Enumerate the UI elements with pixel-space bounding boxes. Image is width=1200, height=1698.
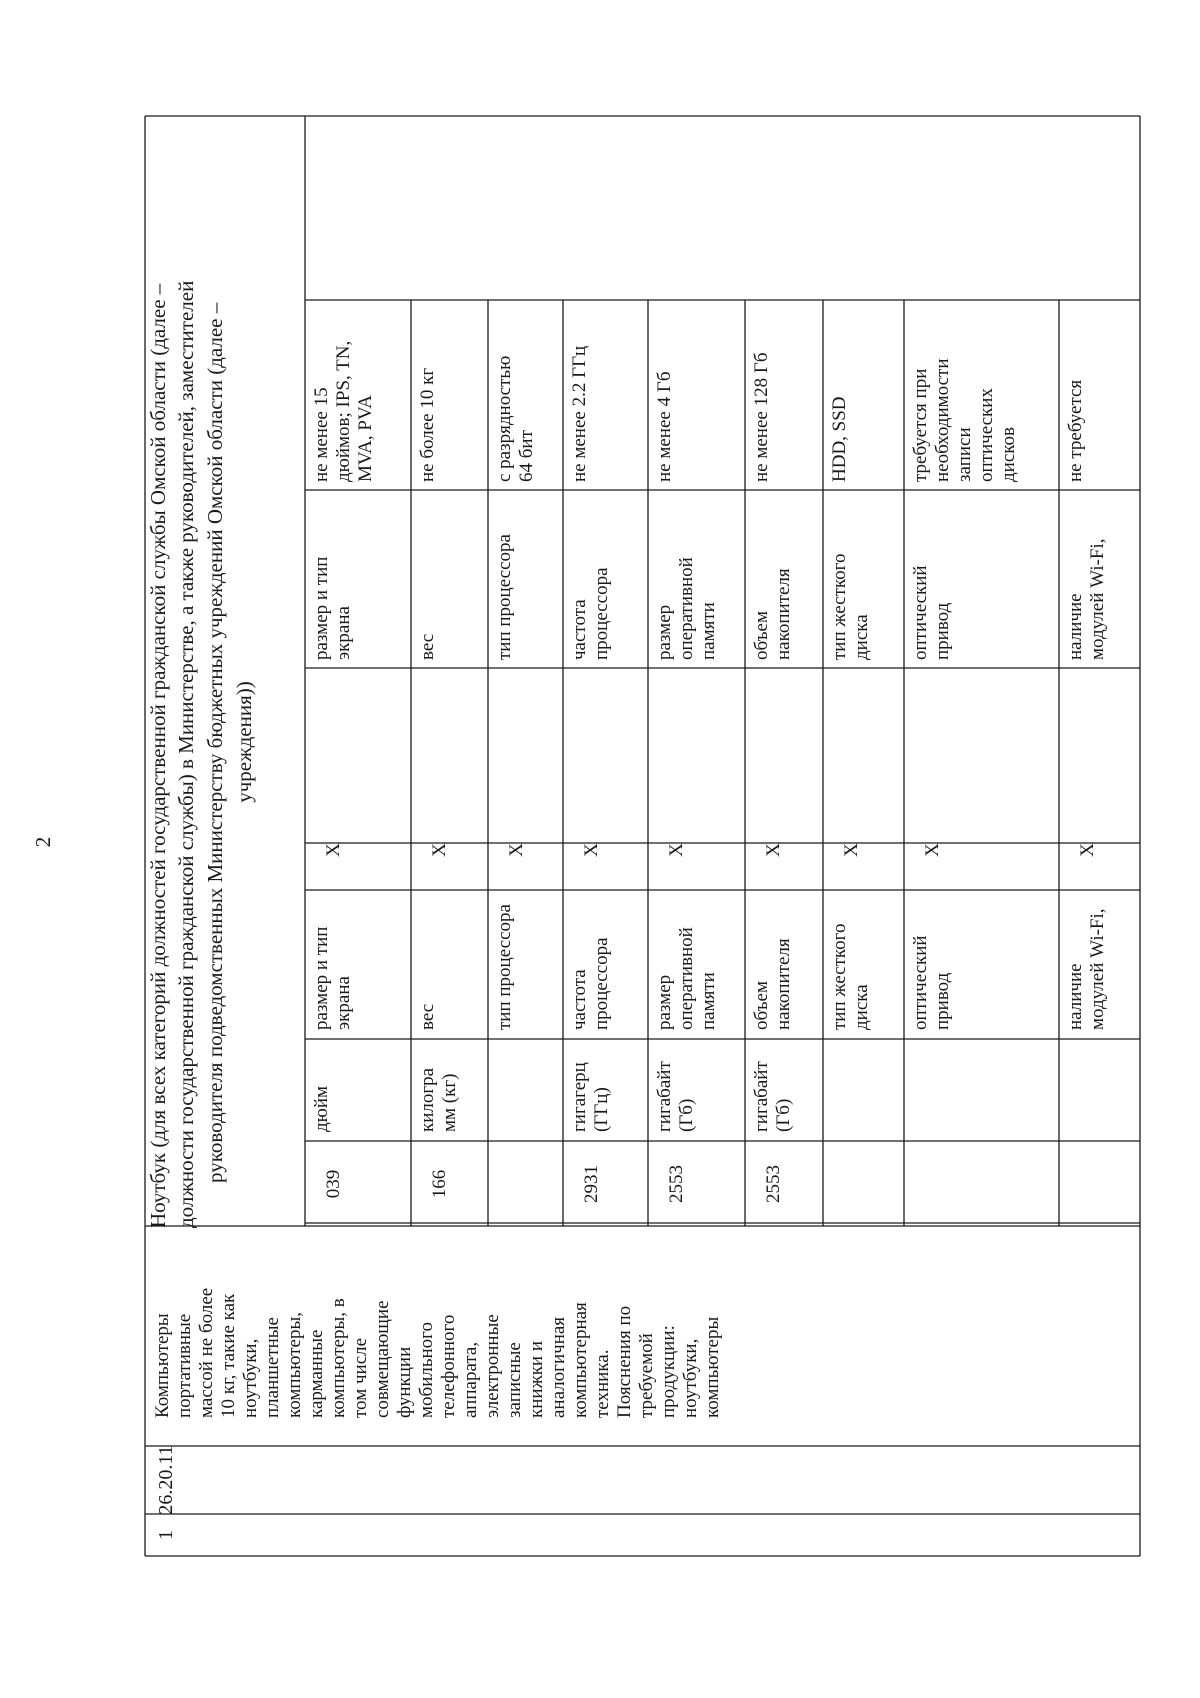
characteristic-name-cell: вес xyxy=(417,633,438,660)
product-name-line: компьютеры, xyxy=(284,1312,305,1418)
unit-cell: гигабайт xyxy=(751,1061,772,1132)
table-row xyxy=(1065,380,1108,1030)
characteristic-value-cell: необходимости xyxy=(932,358,953,482)
product-name-line: ноутбуки, xyxy=(240,1338,261,1418)
characteristic-name-cell: наличие xyxy=(1065,593,1086,660)
category-header-line: руководителя подведомственных Министерству бюджетных учреждений Омской области (далее – xyxy=(203,302,227,1183)
characteristic-name-cell: оптический xyxy=(910,935,931,1030)
characteristic-name-cell: частота xyxy=(569,969,590,1030)
unit-cell: (ГГц) xyxy=(591,1087,612,1132)
characteristic-name-cell: тип процессора xyxy=(494,534,515,660)
characteristic-name-cell: оптический xyxy=(910,565,931,660)
product-name-line: совмещающие xyxy=(372,1300,393,1418)
characteristic-value-cell: оптических xyxy=(976,388,997,482)
characteristic-name-cell: процессора xyxy=(591,937,612,1030)
characteristic-name-cell: наличие xyxy=(1065,963,1086,1030)
okei-code-cell: 039 xyxy=(323,1169,344,1199)
product-name-line: аналогичная xyxy=(548,1316,569,1418)
product-name-line: компьютеры xyxy=(702,1316,723,1418)
characteristic-name-cell: процессора xyxy=(591,567,612,660)
characteristic-name-cell: привод xyxy=(932,602,953,660)
characteristic-name-cell: оперативной xyxy=(676,927,697,1030)
characteristic-name-cell: объем xyxy=(751,611,772,660)
characteristic-name-cell: размер xyxy=(654,974,675,1030)
unit-cell: килогра xyxy=(417,1067,438,1132)
product-name-line: компьютеры, в xyxy=(328,1298,349,1418)
table-row xyxy=(751,353,794,1204)
characteristic-name-cell: привод xyxy=(932,972,953,1030)
table-row xyxy=(910,358,1019,1030)
characteristic-value-cell: с разрядностью xyxy=(494,355,515,482)
characteristic-name-cell: размер и тип xyxy=(311,926,332,1030)
requirement-value-cell: X xyxy=(429,843,450,857)
product-name-line: книжки и xyxy=(526,1340,547,1418)
product-name-line: ноутбуки, xyxy=(680,1338,701,1418)
requirement-value-cell: X xyxy=(763,843,784,857)
requirement-value-cell: X xyxy=(581,843,602,857)
characteristic-value-cell: не менее 2.2 ГГц xyxy=(569,345,590,482)
characteristic-name-cell: тип процессора xyxy=(494,904,515,1030)
characteristic-value-cell: MVA, PVA xyxy=(355,395,376,482)
product-name-line: Компьютеры xyxy=(152,1313,173,1418)
characteristic-value-cell: требуется при xyxy=(910,368,931,482)
characteristic-name-cell: размер xyxy=(654,604,675,660)
unit-cell: (Гб) xyxy=(676,1098,697,1132)
characteristic-name-cell: тип жесткого xyxy=(829,553,850,660)
product-name-line: компьютерная xyxy=(570,1302,591,1418)
characteristic-name-cell: модулей Wi-Fi, xyxy=(1087,538,1108,660)
characteristic-value-cell: не менее 4 Гб xyxy=(654,371,675,482)
product-name-line: аппарата, xyxy=(460,1341,481,1418)
okei-code-cell: 2553 xyxy=(666,1165,687,1203)
requirement-value-cell: X xyxy=(1077,843,1098,857)
product-name-line: Пояснения по xyxy=(614,1305,635,1418)
product-name-line: планшетные xyxy=(262,1317,283,1418)
product-name-line: техника. xyxy=(592,1349,613,1418)
characteristic-name-cell: памяти xyxy=(698,602,719,660)
category-header-cell xyxy=(146,281,256,1228)
characteristic-name-cell: вес xyxy=(417,1003,438,1030)
characteristic-name-cell: накопителя xyxy=(773,568,794,660)
characteristic-value-cell: дюймов; IPS, TN, xyxy=(333,340,354,482)
requirement-value-cell: X xyxy=(506,843,527,857)
product-name-line: 10 кг, такие как xyxy=(218,1293,239,1418)
table-row xyxy=(569,346,612,1203)
okei-code-cell: 166 xyxy=(429,1169,450,1199)
table-row xyxy=(654,372,719,1204)
row-number-cell: 1 xyxy=(155,1530,177,1540)
characteristic-value-cell: HDD, SSD xyxy=(829,396,850,482)
characteristic-name-cell: диска xyxy=(851,614,872,660)
unit-cell: гигагерц xyxy=(569,1062,590,1132)
product-name-cell xyxy=(152,1288,723,1418)
table-row xyxy=(829,396,872,1030)
table-row xyxy=(494,356,537,1030)
characteristic-name-cell: накопителя xyxy=(773,938,794,1030)
okei-code-cell: 2931 xyxy=(581,1165,602,1203)
characteristic-value-cell: не более 10 кг xyxy=(417,367,438,482)
unit-cell: гигабайт xyxy=(654,1061,675,1132)
characteristic-name-cell: диска xyxy=(851,984,872,1030)
product-name-line: том числе xyxy=(350,1337,371,1418)
requirement-value-cell: X xyxy=(323,843,344,857)
category-header-line: должности государственной гражданской службы) в Министерстве, а также руководителей, заместителей xyxy=(174,280,198,1228)
characteristic-value-cell: не требуется xyxy=(1065,379,1086,482)
product-name-line: телефонного xyxy=(438,1314,459,1418)
characteristic-name-cell: модулей Wi-Fi, xyxy=(1087,908,1108,1030)
characteristic-name-cell: оперативной xyxy=(676,557,697,660)
category-header-line: учреждения)) xyxy=(232,681,256,803)
requirement-value-cell: X xyxy=(841,843,862,857)
requirement-value-cell: X xyxy=(666,843,687,857)
characteristic-name-cell: размер и тип xyxy=(311,556,332,660)
product-name-line: продукции: xyxy=(658,1325,679,1418)
product-name-line: массой не более xyxy=(196,1287,217,1418)
product-name-line: функции xyxy=(394,1346,415,1418)
characteristic-value-cell: дисков xyxy=(998,426,1019,482)
characteristics-rows xyxy=(311,341,1108,1203)
characteristic-name-cell: частота xyxy=(569,599,590,660)
product-name-line: требуемой xyxy=(636,1333,657,1418)
characteristic-name-cell: экрана xyxy=(333,976,354,1030)
category-header-line: Ноутбук (для всех категорий должностей государственной гражданской службы Омской области (далее – xyxy=(146,283,170,1228)
characteristic-name-cell: объем xyxy=(751,981,772,1030)
unit-cell: (Гб) xyxy=(773,1098,794,1132)
characteristic-value-cell: 64 бит xyxy=(516,430,537,482)
product-name-line: электронные xyxy=(482,1314,503,1418)
product-name-line: мобильного xyxy=(416,1322,437,1418)
okei-code-cell: 2553 xyxy=(763,1165,784,1203)
okpd2-code-cell: 26.20.11 xyxy=(155,1445,177,1515)
product-name-line: записные xyxy=(504,1342,525,1418)
unit-cell: мм (кг) xyxy=(439,1073,460,1132)
product-name-line: портативные xyxy=(174,1313,195,1418)
table-row xyxy=(417,368,460,1199)
characteristic-value-cell: не менее 15 xyxy=(311,387,332,482)
characteristic-value-cell: не менее 128 Гб xyxy=(751,352,772,482)
requirement-value-cell: X xyxy=(922,843,943,857)
characteristic-name-cell: памяти xyxy=(698,972,719,1030)
product-name-line: карманные xyxy=(306,1329,327,1418)
table-row xyxy=(311,341,376,1199)
characteristic-value-cell: записи xyxy=(954,427,975,482)
characteristic-name-cell: тип жесткого xyxy=(829,923,850,1030)
page-number: 2 xyxy=(31,836,55,848)
unit-cell: дюйм xyxy=(311,1085,332,1132)
characteristic-name-cell: экрана xyxy=(333,606,354,660)
